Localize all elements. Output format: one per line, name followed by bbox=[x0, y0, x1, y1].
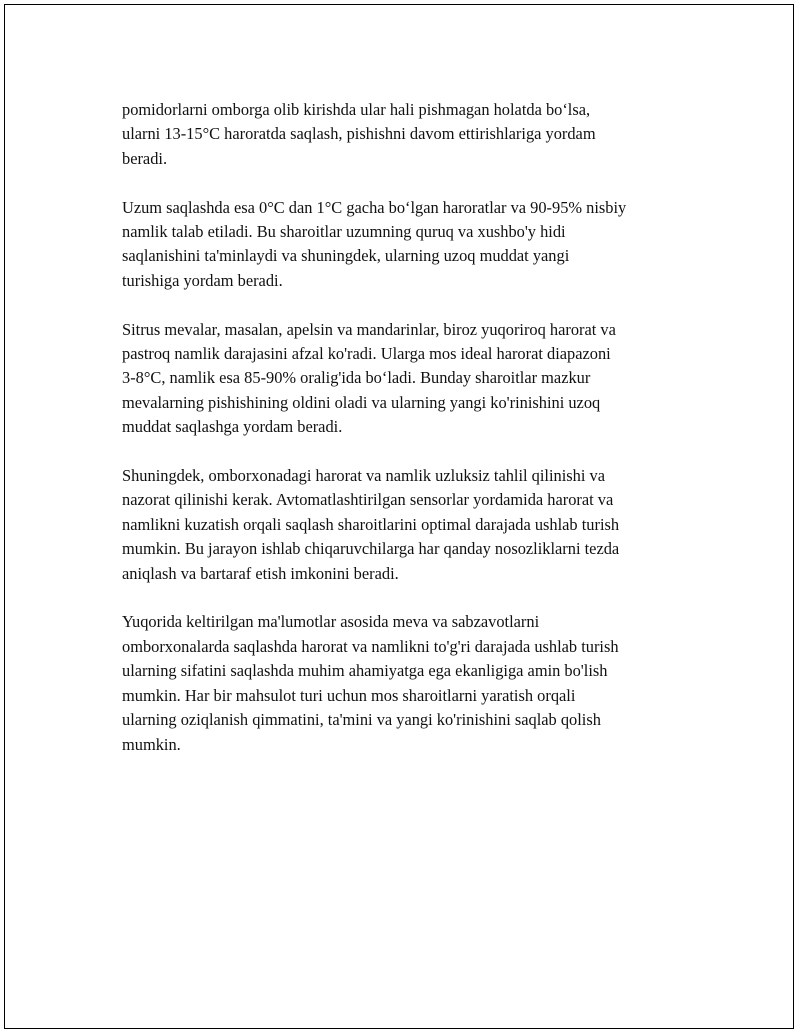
text-line: beradi. bbox=[122, 148, 168, 168]
text-line: mevalarning pishishining oldini oladi va ularning yangi ko'rinishini uzoq bbox=[122, 392, 601, 412]
text-line: ularni 13-15°C haroratda saqlash, pishishni davom ettirishlariga yordam bbox=[122, 124, 596, 144]
text-line: Shuningdek, omborxonadagi harorat va namlik uzluksiz tahlil qilinishi va bbox=[122, 466, 605, 486]
paragraph-2 bbox=[122, 196, 702, 294]
text-line: ularning sifatini saqlashda muhim ahamiyatga ega ekanligiga amin bo'lish bbox=[122, 661, 608, 681]
text-line: pomidorlarni omborga olib kirishda ular hali pishmagan holatda bo‘lsa, bbox=[122, 100, 591, 119]
text-line: Sitrus mevalar, masalan, apelsin va mandarinlar, biroz yuqoriroq harorat va bbox=[122, 319, 616, 339]
page-frame bbox=[4, 4, 794, 1029]
text-line: omborxonalarda saqlashda harorat va namlikni to'g'ri darajada ushlab turish bbox=[122, 636, 619, 656]
text-line: namlikni kuzatish orqali saqlash sharoitlarini optimal darajada ushlab turish bbox=[122, 514, 620, 534]
text-line: mumkin. Har bir mahsulot turi uchun mos sharoitlarni yaratish orqali bbox=[122, 685, 576, 705]
text-line: saqlanishini ta'minlaydi va shuningdek, ularning uzoq muddat yangi bbox=[122, 246, 570, 266]
text-line: Yuqorida keltirilgan ma'lumotlar asosida meva va sabzavotlarni bbox=[122, 612, 540, 632]
text-line: turishiga yordam beradi. bbox=[122, 270, 283, 290]
text-line: 3-8°C, namlik esa 85-90% oralig'ida bo‘ladi. Bunday sharoitlar mazkur bbox=[122, 368, 591, 388]
paragraph-3 bbox=[122, 318, 702, 440]
text-line: muddat saqlashga yordam beradi. bbox=[122, 417, 343, 437]
paragraph-1 bbox=[122, 98, 702, 171]
text-line: nazorat qilinishi kerak. Avtomatlashtirilgan sensorlar yordamida harorat va bbox=[122, 490, 614, 510]
text-line: ularning oziqlanish qimmatini, ta'mini va yangi ko'rinishini saqlab qolish bbox=[122, 710, 601, 730]
document-body bbox=[122, 98, 702, 781]
text-line: Uzum saqlashda esa 0°C dan 1°C gacha bo‘lgan haroratlar va 90-95% nisbiy bbox=[122, 197, 627, 217]
paragraph-4 bbox=[122, 464, 702, 586]
text-line: aniqlash va bartaraf etish imkonini beradi. bbox=[122, 563, 399, 583]
text-line: mumkin. Bu jarayon ishlab chiqaruvchilarga har qanday nosozliklarni tezda bbox=[122, 539, 620, 559]
text-line: mumkin. bbox=[122, 734, 181, 754]
paragraph-5 bbox=[122, 610, 702, 756]
text-line: pastroq namlik darajasini afzal ko'radi. Ularga mos ideal harorat diapazoni bbox=[122, 344, 611, 364]
text-line: namlik talab etiladi. Bu sharoitlar uzumning quruq va xushbo'y hidi bbox=[122, 222, 566, 242]
